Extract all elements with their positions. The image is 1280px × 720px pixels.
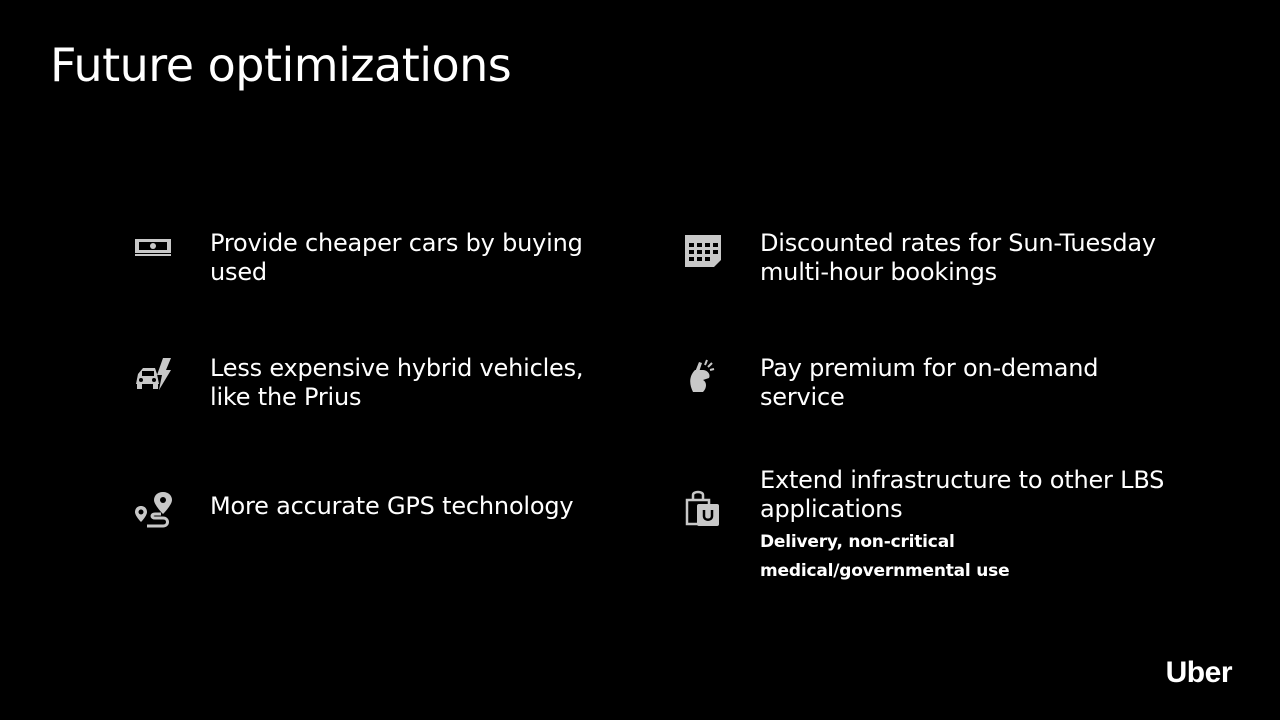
item-text: Discounted rates for Sun-Tuesday multi-hour bookings	[760, 229, 1156, 286]
item-text: Provide cheaper cars by buying used	[210, 229, 583, 286]
calendar-icon	[683, 229, 723, 269]
item-text: Extend infrastructure to other LBS applications	[760, 466, 1165, 523]
hybrid-car-icon	[133, 354, 173, 394]
item-text: More accurate GPS technology	[210, 492, 574, 520]
shopping-bag-icon	[683, 488, 723, 528]
gps-route-icon	[133, 490, 173, 530]
snap-fingers-icon	[683, 354, 723, 394]
item-text: Less expensive hybrid vehicles, like the Prius	[210, 354, 584, 411]
item-text: Pay premium for on-demand service	[760, 354, 1099, 411]
item-subtext: Delivery, non-critical medical/governmental use	[760, 532, 1010, 581]
money-icon	[133, 229, 173, 269]
item-text-block	[760, 466, 1170, 586]
slide-title: Future optimizations	[50, 38, 512, 92]
uber-logo: Uber	[1165, 656, 1232, 689]
